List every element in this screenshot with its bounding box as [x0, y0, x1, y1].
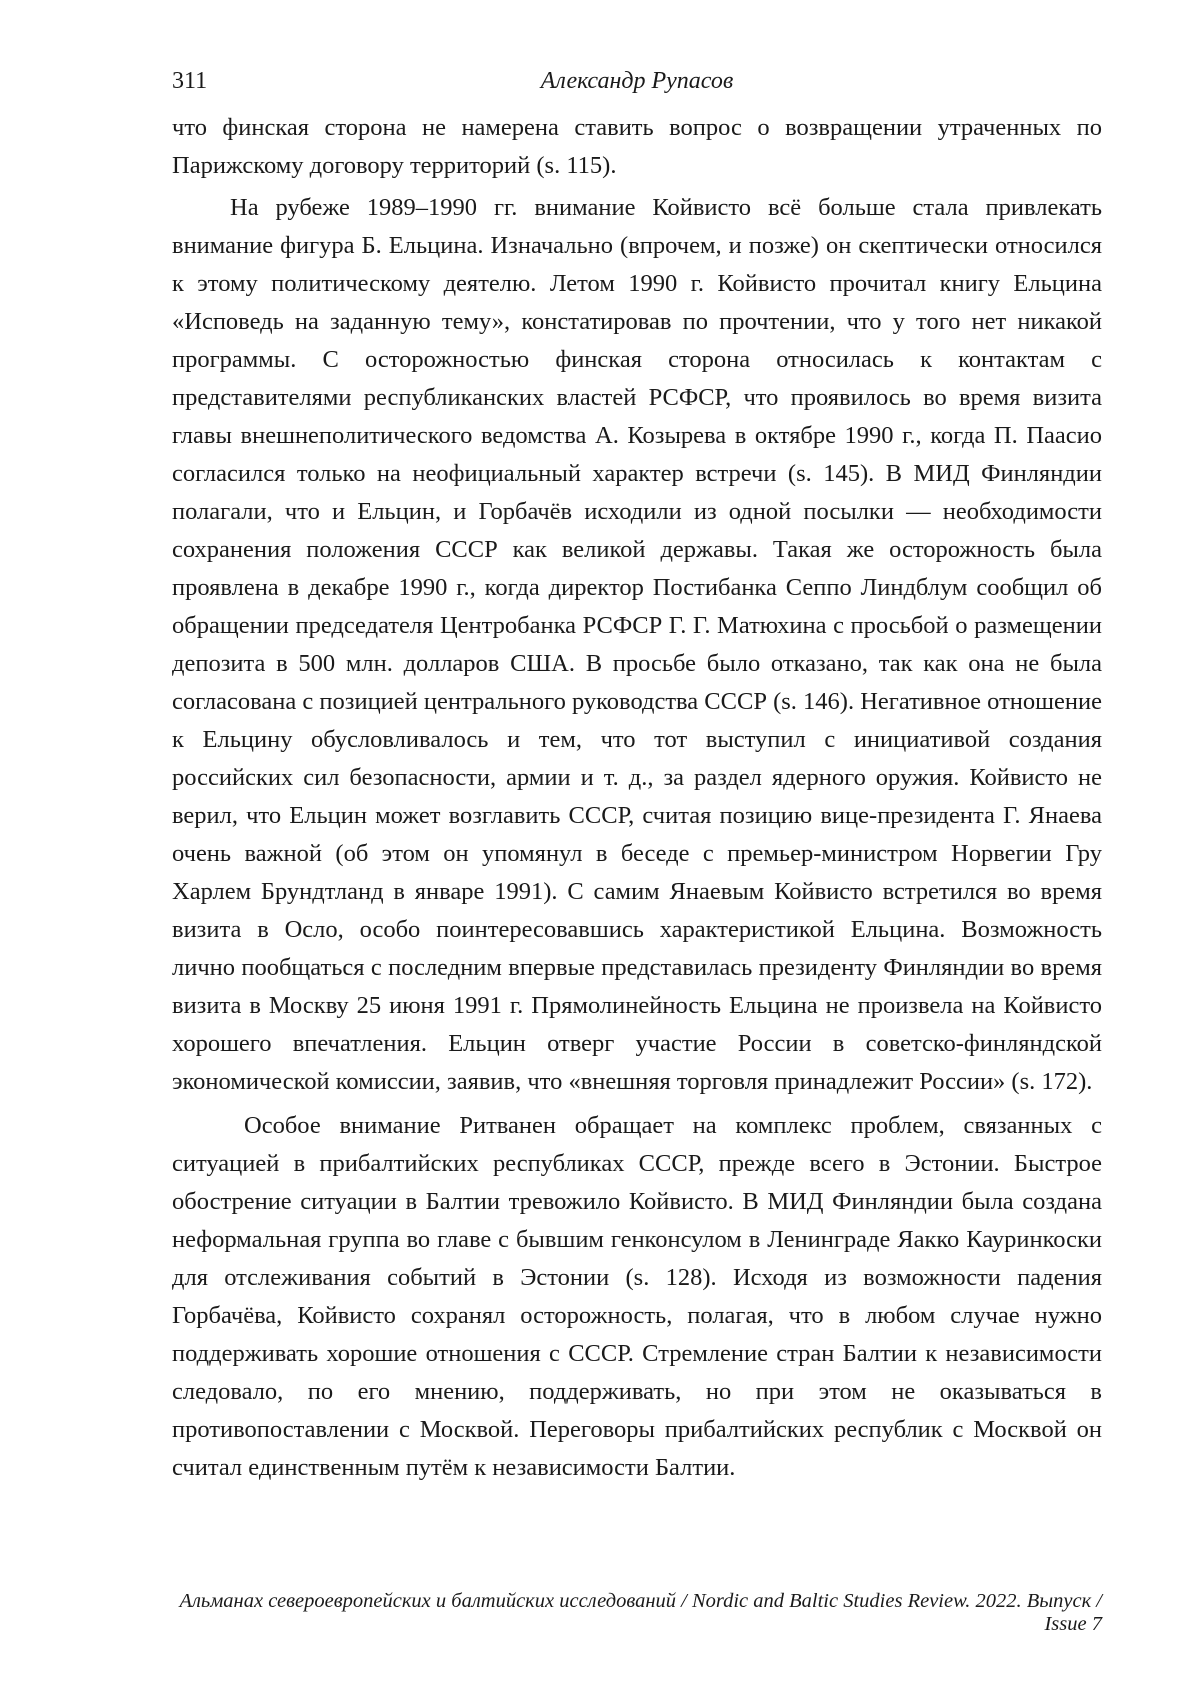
paragraph-baltic: Особое внимание Ритванен обращает на комплекс проблем, связанных с ситуацией в прибалтийских республиках СССР, прежде всего в Эстонии. Быстрое обострение ситуации в Балтии тревожило Койвисто. В МИД Финляндии была создана неформальная группа во главе с бывшим генконсулом в Ленинграде Яакко Кауринкоски для отслеживания событий в Эстонии (s. 128). Исходя из возможности падения Горбачёва, Койвисто сохранял осторожность, полагая, что в любом случае нужно поддерживать хорошие отношения с СССР. Стремление стран Балтии к независимости следовало, по его мнению, поддерживать, но при этом не оказываться в противопоставлении с Москвой. Переговоры прибалтийских республик с Москвой он считал единственным путём к независимости Балтии. — [172, 1107, 1102, 1487]
journal-footer: Альманах североевропейских и балтийских исследований / Nordic and Baltic Studies Review. 2022. Выпуск / Issue 7 — [172, 1590, 1102, 1636]
paragraph-yeltsin: На рубеже 1989–1990 гг. внимание Койвисто всё больше стала привлекать внимание фигура Б. Ельцина. Изначально (впрочем, и позже) он скептически относился к этому политическому деятелю. Летом 1990 г. Койвисто прочитал книгу Ельцина «Исповедь на заданную тему», констатировав по прочтении, что у того нет никакой программы. С осторожностью финская сторона относилась к контактам с представителями республиканских властей РСФСР, что проявилось во время визита главы внешнеполитического ведомства А. Козырева в октябре 1990 г., когда П. Паасио согласился только на неофициальный характер встречи (s. 145). В МИД Финляндии полагали, что и Ельцин, и Горбачёв исходили из одной посылки — необходимости сохранения положения СССР как великой державы. Такая же осторожность была проявлена в декабре 1990 г., когда директор Постибанка Сеппо Линдблум сообщил об обращении председателя Центробанка РСФСР Г. Г. Матюхина с просьбой о размещении депозита в 500 млн. долларов США. В просьбе было отказано, так как она не была согласована с позицией центрального руководства СССР (s. 146). Негативное отношение к Ельцину обусловливалось и тем, что тот выступил с инициативой создания российских сил безопасности, армии и т. д., за раздел ядерного оружия. Койвисто не верил, что Ельцин может возглавить СССР, считая позицию вице-президента Г. Янаева очень важной (об этом он упомянул в беседе с премьер-министром Норвегии Гру Харлем Брундтланд в январе 1991). С самим Янаевым Койвисто встретился во время визита в Осло, особо поинтересовавшись характеристикой Ельцина. Возможность лично пообщаться с последним впервые представилась президенту Финляндии во время визита в Москву 25 июня 1991 г. Прямолинейность Ельцина не произвела на Койвисто хорошего впечатления. Ельцин отверг участие России в советско-финляндской экономической комиссии, заявив, что «внешняя торговля принадлежит России» (s. 172). — [172, 189, 1102, 1101]
article-body — [172, 109, 1102, 1487]
paragraph-continued: что финская сторона не намерена ставить вопрос о возвращении утраченных по Парижскому договору территорий (s. 115). — [172, 109, 1102, 185]
running-head-author: Александр Рупасов — [172, 68, 1102, 95]
page-header — [172, 68, 1102, 108]
page-number: 311 — [172, 68, 207, 95]
